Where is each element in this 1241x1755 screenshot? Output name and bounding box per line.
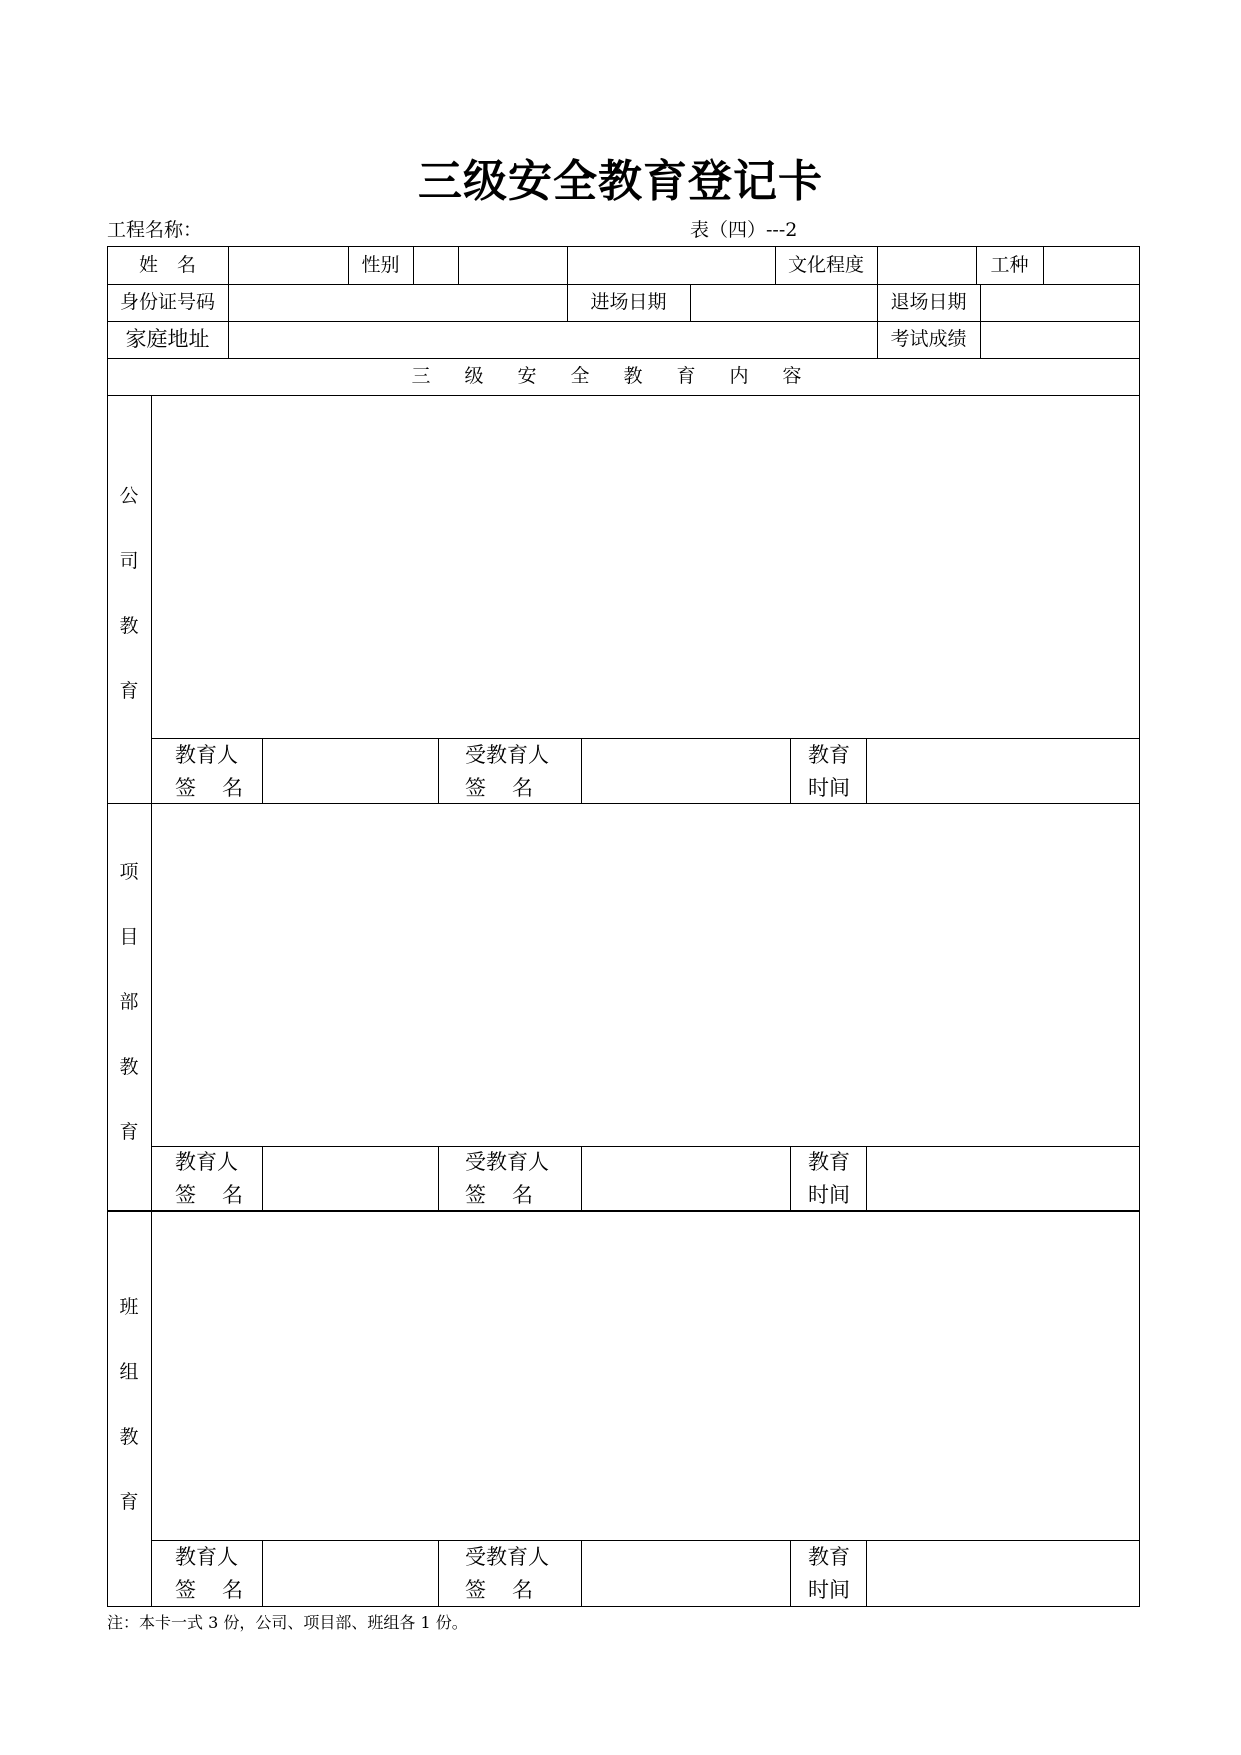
educatee-signature-label: 受教育人 签名 — [465, 1150, 559, 1207]
exam-score-label: 考试成绩 — [890, 328, 967, 350]
home-address-label: 家庭地址 — [125, 327, 210, 351]
educator-signature-label: 教育人 签名 — [175, 1150, 269, 1207]
education-time-label: 教育 时间 — [808, 743, 850, 800]
education-time-label: 教育 时间 — [808, 1545, 850, 1602]
educatee-signature-label: 受教育人 签名 — [465, 743, 559, 800]
company-education-label: 公 司 教 育 — [119, 485, 139, 702]
educator-signature-label: 教育人 签名 — [175, 1545, 269, 1602]
footnote: 注：本卡一式 3 份，公司、项目部、班组各 1 份。 — [107, 1613, 468, 1632]
educatee-signature-label: 受教育人 签名 — [465, 1545, 559, 1602]
form-code: 表（四）---2 — [690, 219, 798, 241]
entry-date-label: 进场日期 — [590, 291, 667, 313]
team-education-label: 班 组 教 育 — [119, 1296, 139, 1513]
id-number-label: 身份证号码 — [119, 291, 215, 313]
gender-label: 性别 — [361, 254, 400, 276]
project-name-label: 工程名称： — [107, 219, 203, 241]
name-label: 姓 名 — [138, 254, 196, 276]
trade-label: 工种 — [990, 254, 1029, 276]
educator-signature-label: 教育人 签名 — [175, 743, 269, 800]
exit-date-label: 退场日期 — [890, 291, 967, 313]
project-dept-education-label: 项 目 部 教 育 — [119, 861, 139, 1143]
education-level-label: 文化程度 — [787, 254, 864, 276]
form-title: 三级安全教育登记卡 — [418, 156, 823, 207]
education-contents-header: 三级安全教育内容 — [411, 365, 836, 387]
registration-table — [107, 246, 1140, 1607]
education-time-label: 教育 时间 — [808, 1150, 850, 1207]
